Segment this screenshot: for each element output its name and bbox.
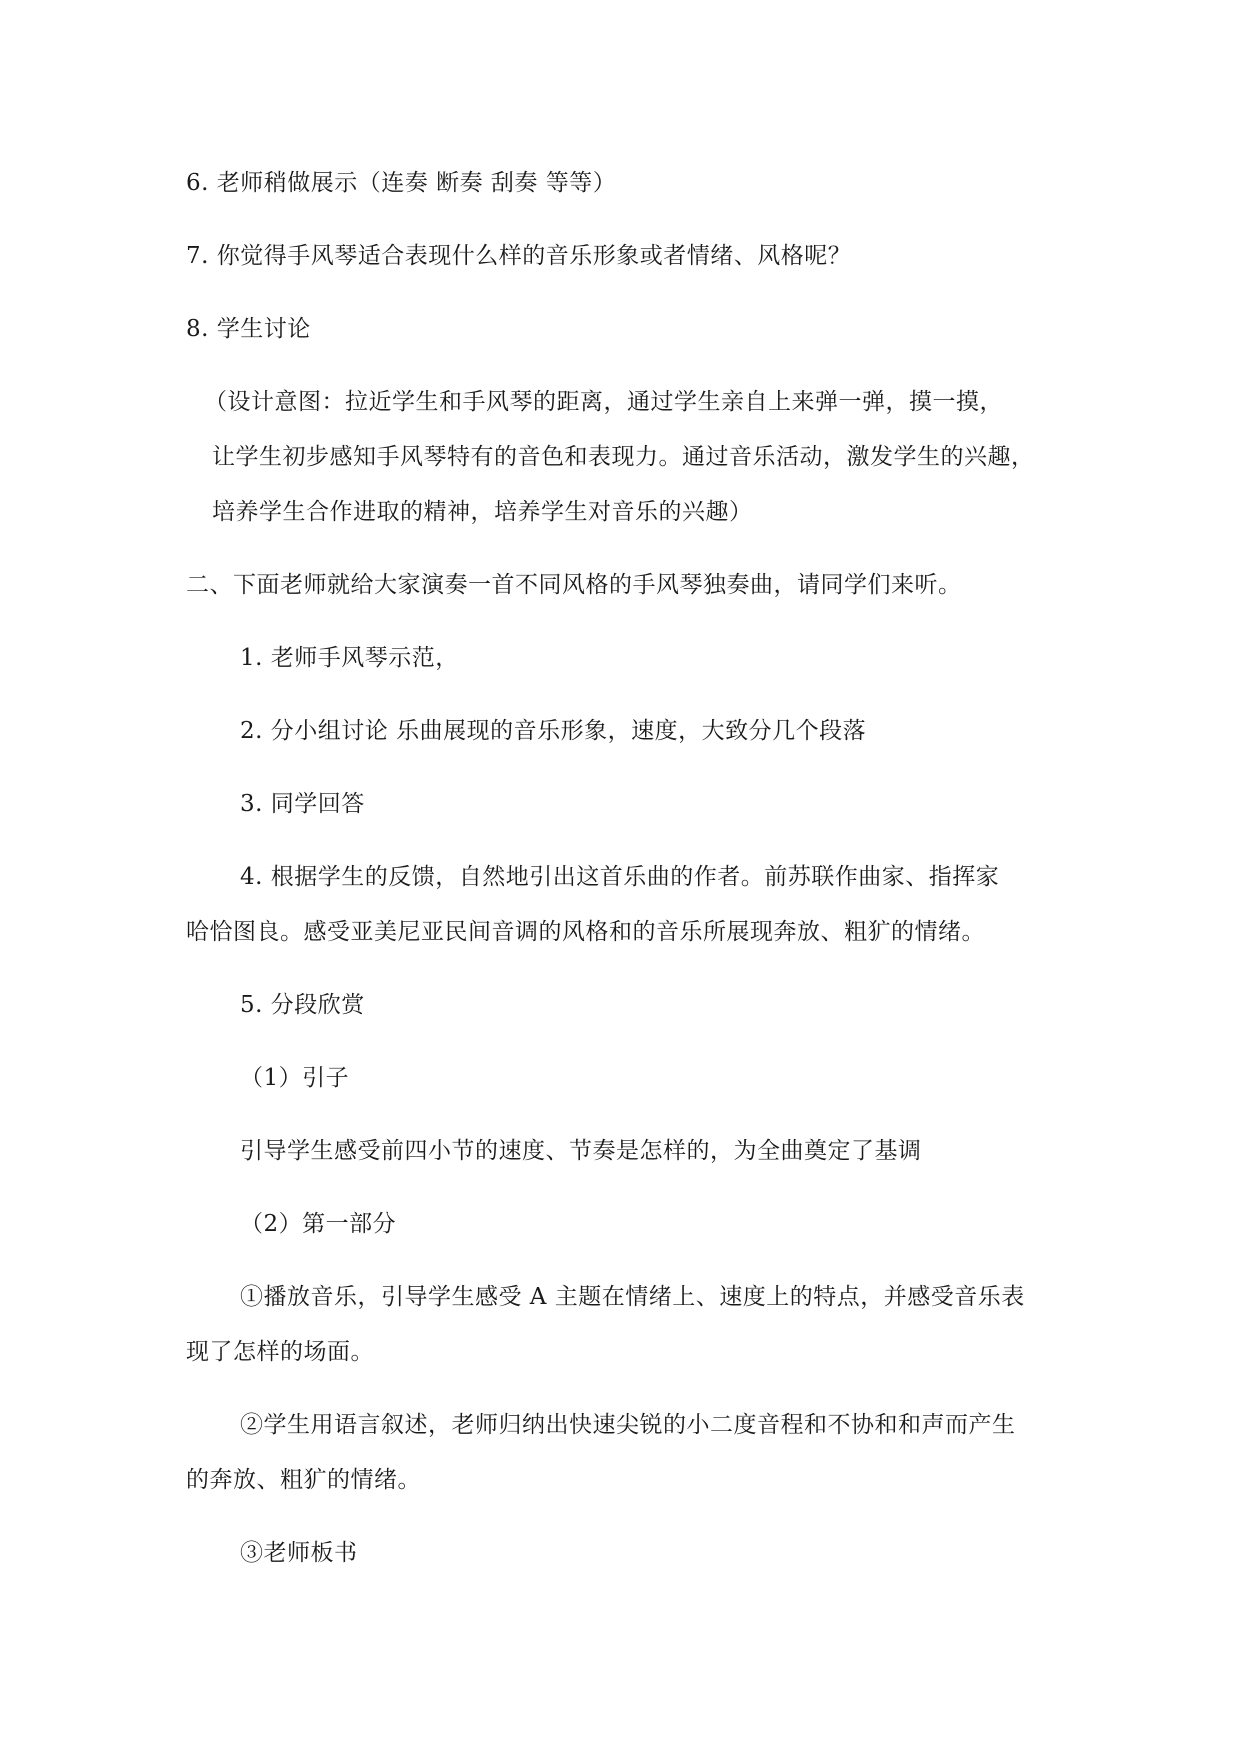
text-line-section-two: 二、下面老师就给大家演奏一首不同风格的手风琴独奏曲，请同学们来听。 xyxy=(186,572,962,598)
text-line-intro-body: 引导学生感受前四小节的速度、节奏是怎样的，为全曲奠定了基调 xyxy=(240,1138,922,1164)
text-line-sub-2: 2. 分小组讨论 乐曲展现的音乐形象，速度，大致分几个段落 xyxy=(240,718,867,744)
text-line-step-1-cont: 现了怎样的场面。 xyxy=(186,1339,374,1365)
text-line-design-intent-3: 培养学生合作进取的精神，培养学生对音乐的兴趣） xyxy=(212,499,753,525)
text-line-step-3: ③老师板书 xyxy=(240,1540,358,1566)
text-line-intro-heading: （1）引子 xyxy=(240,1065,350,1091)
text-line-sub-4-cont: 哈恰图良。感受亚美尼亚民间音调的风格和的音乐所展现奔放、粗犷的情绪。 xyxy=(186,919,985,945)
text-line-item-7: 7. 你觉得手风琴适合表现什么样的音乐形象或者情绪、风格呢？ xyxy=(186,243,852,269)
text-line-part-one-heading: （2）第一部分 xyxy=(240,1211,397,1237)
text-line-sub-4: 4. 根据学生的反馈，自然地引出这首乐曲的作者。前苏联作曲家、指挥家 xyxy=(240,864,1000,890)
text-line-step-1: ①播放音乐，引导学生感受 A 主题在情绪上、速度上的特点，并感受音乐表 xyxy=(240,1284,1025,1310)
text-line-sub-3: 3. 同学回答 xyxy=(240,791,365,817)
text-line-step-2: ②学生用语言叙述，老师归纳出快速尖锐的小二度音程和不协和和声而产生 xyxy=(240,1412,1016,1438)
text-line-sub-5: 5. 分段欣赏 xyxy=(240,992,365,1018)
text-line-step-2-cont: 的奔放、粗犷的情绪。 xyxy=(186,1467,421,1493)
text-line-item-8: 8. 学生讨论 xyxy=(186,316,311,342)
text-line-sub-1: 1. 老师手风琴示范， xyxy=(240,645,459,671)
text-line-design-intent-1: （设计意图：拉近学生和手风琴的距离，通过学生亲自上来弹一弹，摸一摸， xyxy=(204,389,1003,415)
text-line-design-intent-2: 让学生初步感知手风琴特有的音色和表现力。通过音乐活动，激发学生的兴趣， xyxy=(212,444,1035,470)
text-line-item-6: 6. 老师稍做展示（连奏 断奏 刮奏 等等） xyxy=(186,170,617,196)
